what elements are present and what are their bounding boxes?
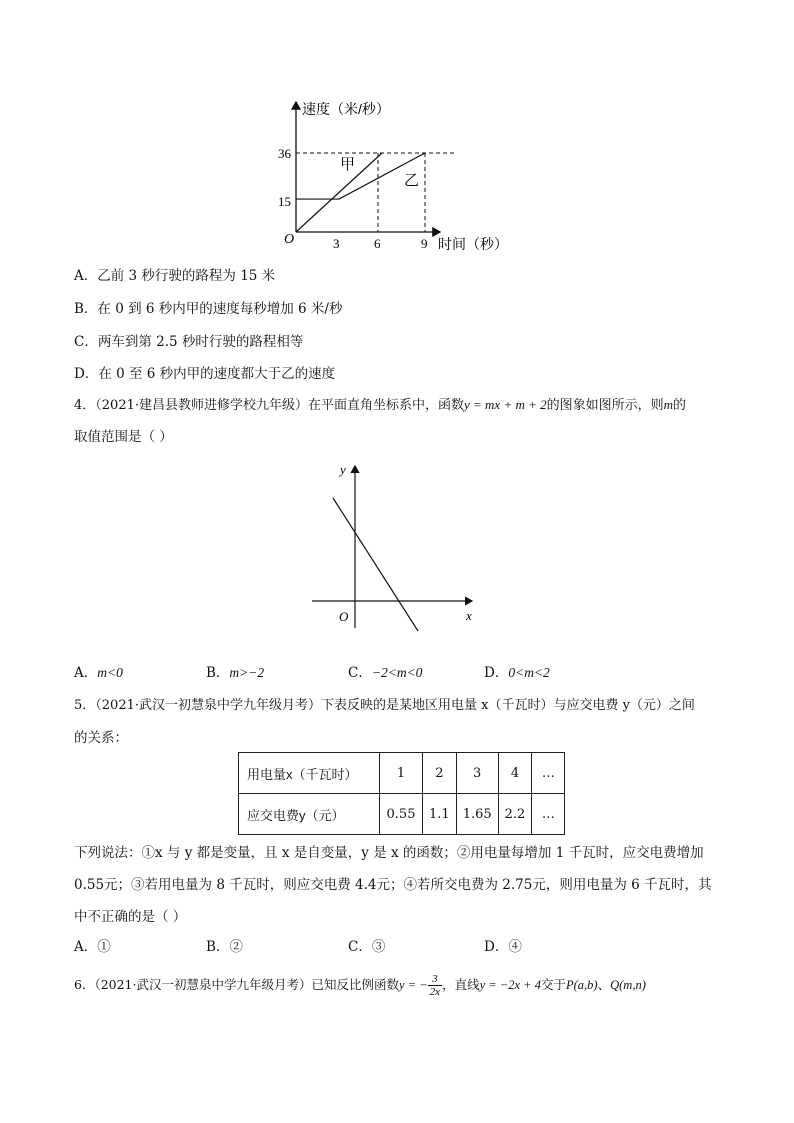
table-cell: 1.65	[456, 794, 498, 835]
q3-option-a: A．乙前 3 秒行驶的路程为 15 米	[74, 268, 276, 284]
q5-option-c: C．③	[348, 939, 386, 955]
table-cell: 0.55	[380, 794, 423, 835]
table-cell: 用电量x（千瓦时）	[239, 753, 380, 794]
q5-option-a: A．①	[74, 939, 111, 955]
y-tick-36: 36	[278, 146, 291, 161]
q3-option-c: C．两车到第 2.5 秒时行驶的路程相等	[74, 334, 304, 350]
q3-option-b: B．在 0 到 6 秒内甲的速度每秒增加 6 米/秒	[74, 301, 343, 317]
q6-stem: 6．（2021·武汉一初慧泉中学九年级月考）已知反比例函数y = − $\frac{3}{2x}$ ，直线y = −2x + 4交于P(a,b)、Q(m,n)	[74, 973, 646, 998]
series-jia-label: 甲	[340, 155, 356, 173]
q4-option-d: D．0<m<2	[484, 665, 550, 681]
table-cell: 4	[498, 753, 532, 794]
origin-label: O	[284, 232, 295, 247]
table-cell: …	[532, 794, 565, 835]
series-jia-line	[296, 153, 382, 232]
q4-option-a: A．m<0	[74, 665, 123, 681]
table-cell: 1.1	[423, 794, 457, 835]
table-cell: …	[532, 753, 565, 794]
y-axis-label: 速度（米/秒）	[302, 101, 390, 117]
y-tick-15: 15	[278, 194, 291, 209]
q5-stem-line2: 的关系：	[74, 730, 128, 746]
table-cell: 2.2	[498, 794, 532, 835]
q4-formula: y = mx + m + 2	[464, 397, 547, 412]
q4-stem-line2: 取值范围是（ ）	[74, 429, 173, 445]
q5-option-b: B．②	[206, 939, 243, 955]
q4-stem-line1: 4．（2021·建昌县教师进修学校九年级）在平面直角坐标系中，函数y = mx + m + 2的图象如图所示，则m的	[74, 397, 687, 413]
q5-statements-line2: 0.55元；③若用电量为 8 千瓦时，则应交电费 4.4元；④若所交电费为 2.75元，则用电量为 6 千瓦时，其	[74, 877, 712, 893]
table-row	[239, 794, 565, 835]
q5-statements-line1: 下列说法：①x 与 y 都是变量，且 x 是自变量，y 是 x 的函数；②用电量每增加 1 千瓦时，应交电费增加	[74, 845, 704, 861]
q3-option-d: D．在 0 至 6 秒内甲的速度都大于乙的速度	[74, 366, 336, 382]
table-cell: 1	[380, 753, 423, 794]
fraction: $\frac{3}{2x}$	[429, 973, 441, 998]
x-tick-3: 3	[333, 236, 340, 251]
q5-table	[238, 752, 565, 835]
q5-stem-line1: 5．（2021·武汉一初慧泉中学九年级月考）下表反映的是某地区用电量 x（千瓦时）与应交电费 y（元）之间	[74, 698, 695, 713]
q4-y-label: y	[340, 462, 346, 477]
table-cell: 2	[423, 753, 457, 794]
q5-statements-line3: 中不正确的是（ ）	[74, 909, 187, 925]
x-axis-label: 时间（秒）	[438, 236, 508, 252]
q4-x-label: x	[466, 608, 472, 623]
speed-time-chart	[270, 92, 510, 262]
q4-origin: O	[339, 609, 349, 624]
x-tick-6: 6	[374, 236, 381, 251]
x-tick-9: 9	[421, 236, 428, 251]
q4-option-c: C．−2<m<0	[348, 665, 423, 681]
q4-line-graph	[300, 458, 500, 636]
table-row	[239, 753, 565, 794]
q5-option-d: D．④	[484, 939, 522, 955]
q4-option-b: B．m>−2	[206, 665, 265, 681]
table-cell: 应交电费y（元）	[239, 794, 380, 835]
series-yi-label: 乙	[404, 171, 420, 189]
table-cell: 3	[456, 753, 498, 794]
